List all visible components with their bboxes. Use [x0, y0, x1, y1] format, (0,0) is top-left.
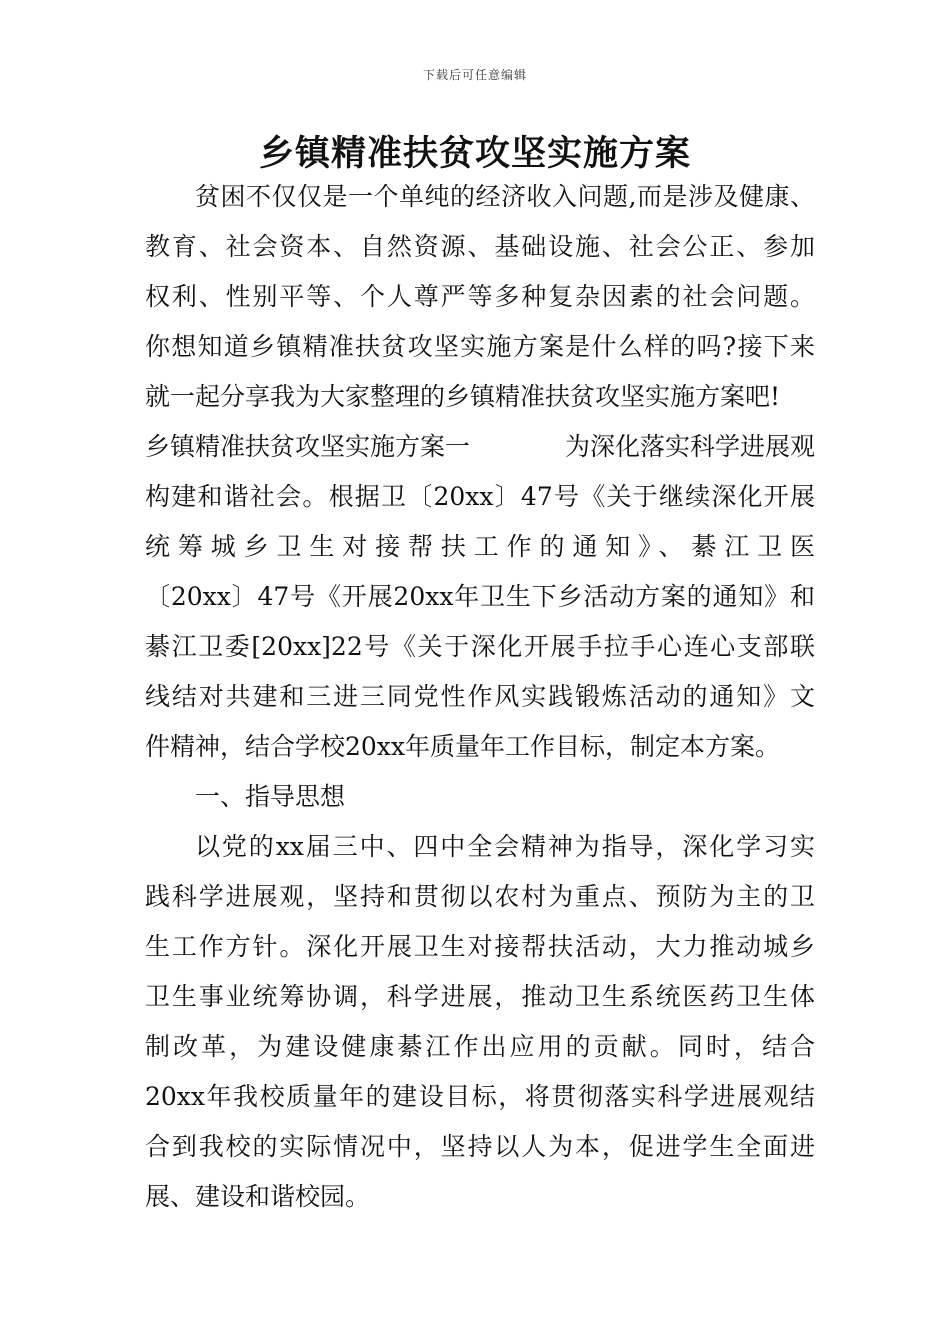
body-1-line-3: 〔20xx〕47号《开展20xx年卫生下乡活动方案的通知》和 [145, 582, 815, 611]
body-2-line-5: 制改革，为建设健康綦江作出应用的贡献。同时，结合 [145, 1032, 815, 1061]
body-2-line-6: 20xx年我校质量年的建设目标，将贯彻落实科学进展观结 [145, 1082, 815, 1111]
body-1-line-6: 件精神，结合学校20xx年质量年工作目标，制定本方案。 [145, 732, 781, 761]
section-heading-guiding-ideology: 一、指导思想 [195, 782, 346, 811]
body-1-line-5: 线结对共建和三进三同党性作风实践锻炼活动的通知》文 [145, 682, 815, 711]
body-1-line-1: 构建和谐社会。根据卫〔20xx〕47号《关于继续深化开展 [145, 482, 815, 511]
section-heading-left: 乡镇精准扶贫攻坚实施方案一 [145, 432, 471, 461]
body-1-line-2: 统筹城乡卫生对接帮扶工作的通知》、綦江卫医 [145, 532, 815, 561]
intro-line-4: 你想知道乡镇精准扶贫攻坚实施方案是什么样的吗?接下来 [145, 332, 815, 361]
document-title: 乡镇精准扶贫攻坚实施方案 [258, 134, 691, 174]
section-heading-line [145, 431, 815, 463]
body-2-line-1: 以党的xx届三中、四中全会精神为指导，深化学习实 [195, 832, 815, 861]
body-2-line-8: 展、建设和谐校园。 [145, 1182, 371, 1211]
section-heading-right: 为深化落实科学进展观 [564, 432, 815, 461]
body-2-line-2: 践科学进展观，坚持和贯彻以农村为重点、预防为主的卫 [145, 882, 815, 911]
body-2-line-3: 生工作方针。深化开展卫生对接帮扶活动，大力推动城乡 [145, 932, 815, 961]
body-2-line-7: 合到我校的实际情况中，坚持以人为本，促进学生全面进 [145, 1132, 815, 1161]
body-1-line-4: 綦江卫委[20xx]22号《关于深化开展手拉手心连心支部联 [145, 632, 815, 661]
intro-line-2: 教育、社会资本、自然资源、基础设施、社会公正、参加 [145, 232, 815, 261]
intro-line-5: 就一起分享我为大家整理的乡镇精准扶贫攻坚实施方案吧! [145, 382, 781, 411]
intro-line-3: 权利、性别平等、个人尊严等多种复杂因素的社会问题。 [145, 282, 815, 311]
header-note: 下载后可任意编辑 [422, 68, 527, 82]
intro-line-1: 贫困不仅仅是一个单纯的经济收入问题,而是涉及健康、 [195, 182, 815, 211]
body-2-line-4: 卫生事业统筹协调，科学进展，推动卫生系统医药卫生体 [145, 982, 815, 1011]
